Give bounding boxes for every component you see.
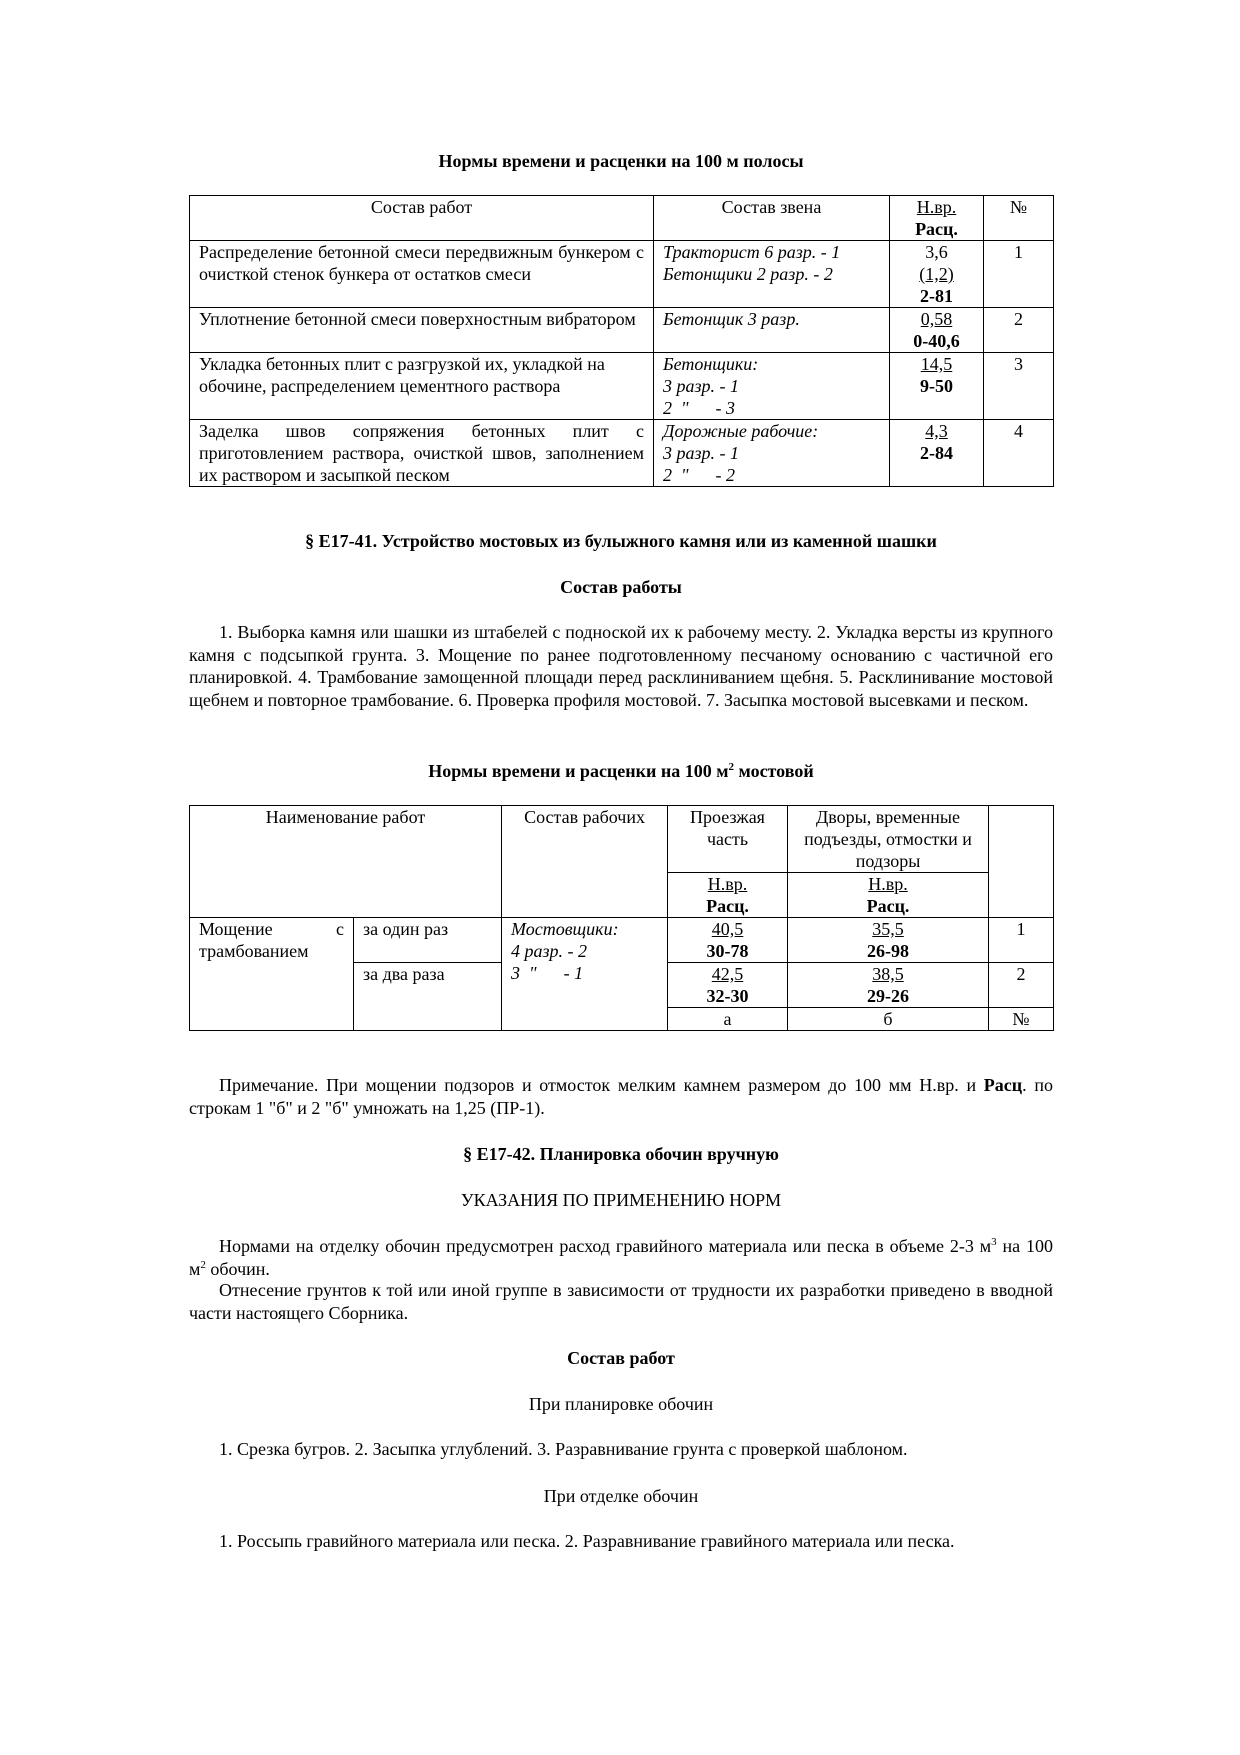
rate-value: 0-40,6: [913, 331, 960, 351]
footer-a: а: [668, 1008, 788, 1031]
p1-text: Нормами на отделку обочин предусмотрен расход гравийного материала или песка в объеме 2-3 м: [219, 1236, 992, 1256]
num-cell: 2: [984, 308, 1054, 353]
header-norm-rate: [890, 196, 984, 241]
rate-value: 2-84: [920, 443, 953, 463]
rate-value: 32-30: [706, 986, 749, 1006]
norm-rate-cell: [890, 241, 984, 308]
norm-value-alt: (1,2): [919, 264, 954, 284]
crew-line: Бетонщик 3 разр.: [663, 309, 800, 329]
sub2-text: 1. Россыпь гравийного материала или песка. 2. Разравнивание гравийного материала или песка.: [219, 1531, 955, 1551]
work-cell: Укладка бетонных плит с разгрузкой их, укладкой на обочине, распределением цементного раствора: [190, 353, 654, 420]
crew-line: 3 разр. - 1: [663, 443, 740, 463]
rate-value: 29-26: [867, 986, 910, 1006]
table-header-row: [190, 806, 1054, 873]
rate-value: 2-81: [920, 286, 953, 306]
section2-subtitle: Состав работы: [560, 577, 682, 597]
table-row: [190, 918, 1054, 963]
crew-line: 3 " - 1: [511, 963, 584, 983]
header-rate: Расц.: [915, 219, 958, 239]
num-cell: 1: [989, 918, 1054, 963]
table2-title-tail: мостовой: [734, 761, 814, 781]
crew-line: 2 " - 3: [663, 398, 736, 418]
sub1-title: При планировке обочин: [528, 1394, 714, 1414]
norm-rate-cell: [890, 308, 984, 353]
norm-value: 3,6: [925, 242, 948, 262]
norms-table-2: [189, 805, 1054, 1031]
section1-title: Нормы времени и расценки на 100 м полосы: [438, 151, 804, 171]
crew-line: 4 разр. - 2: [511, 941, 588, 961]
crew-line: Мостовщики:: [511, 919, 619, 939]
norms-table-1: [189, 195, 1054, 487]
crew-cell: [654, 420, 890, 487]
norm-value: 38,5: [872, 964, 904, 984]
works-title: Состав работ: [567, 1348, 675, 1368]
note-bold: Расц: [983, 1075, 1023, 1095]
num-cell: 4: [984, 420, 1054, 487]
sub2-title: При отделке обочин: [543, 1486, 699, 1506]
header-road-norm-rate: [668, 873, 788, 918]
table-row: [190, 353, 1054, 420]
note-text: Примечание. При мощении подзоров и отмосток мелким камнем размером до 100 мм Н.вр. и: [219, 1075, 984, 1095]
header-crew: Состав рабочих: [502, 806, 668, 918]
crew-cell: [654, 308, 890, 353]
sub1-text: 1. Срезка бугров. 2. Засыпка углублений. 3. Разравнивание грунта с проверкой шаблоном.: [219, 1439, 908, 1459]
footer-b: б: [788, 1008, 989, 1031]
crew-line: Бетонщики 2 разр. - 2: [663, 264, 833, 284]
section2-title: § Е17-41. Устройство мостовых из булыжного камня или из каменной шашки: [305, 531, 937, 551]
crew-line: Дорожные рабочие:: [663, 421, 819, 441]
crew-line: Тракторист 6 разр. - 1: [663, 242, 841, 262]
yards-cell: [788, 918, 989, 963]
row-label-text: Мощение с трамбованием: [199, 919, 344, 961]
yards-cell: [788, 963, 989, 1008]
header-rate: Расц.: [866, 896, 910, 916]
rate-value: 30-78: [706, 941, 749, 961]
road-cell: [668, 918, 788, 963]
instructions-p1: [189, 1235, 1053, 1280]
norm-value: 40,5: [711, 919, 744, 939]
footer-num: №: [989, 1008, 1054, 1031]
rate-value: 26-98: [867, 941, 910, 961]
header-road: Проезжая часть: [668, 806, 788, 873]
num-cell: 3: [984, 353, 1054, 420]
header-norm: Н.вр.: [868, 874, 908, 894]
crew-line: 2 " - 2: [663, 465, 736, 485]
header-work: Состав работ: [190, 196, 654, 241]
instructions-p2: Отнесение грунтов к той или иной группе в зависимости от трудности их разработки приведено в вводной части настоящего Сборника.: [189, 1280, 1053, 1323]
row-label: [190, 918, 354, 1031]
instructions-title: УКАЗАНИЯ ПО ПРИМЕНЕНИЮ НОРМ: [460, 1190, 782, 1210]
norm-rate-cell: [890, 353, 984, 420]
section2-text: 1. Выборка камня или шашки из штабелей с подноской их к рабочему месту. 2. Укладка версты из крупного камня с подсыпкой грунта. 3. Мощение по ранее подготовленному песчаному основанию с частичной его планировкой. 4. Трамбование замощенной площади перед расклиниванием щебня. 5. Расклинивание мостовой щебнем и повторное трамбование. 6. Проверка профиля мостовой. 7. Засыпка мостовой высевками и песком.: [189, 622, 1053, 710]
num-cell: 2: [989, 963, 1054, 1008]
crew-line: Бетонщики:: [663, 354, 759, 374]
table-row: [190, 308, 1054, 353]
p1-sup: 3: [991, 1236, 997, 1248]
variant-cell: за один раз: [354, 918, 502, 963]
header-work: Наименование работ: [190, 806, 502, 918]
num-cell: 1: [984, 241, 1054, 308]
work-cell: Заделка швов сопряжения бетонных плит с приготовлением раствора, очисткой швов, заполнением их раствором и засыпкой песком: [190, 420, 654, 487]
crew-cell: [654, 353, 890, 420]
norm-value: 35,5: [872, 919, 904, 939]
norm-value: 4,3: [925, 421, 948, 441]
header-num: №: [984, 196, 1054, 241]
header-num-empty: [989, 806, 1054, 918]
p1-text: на 100 м: [189, 1236, 1053, 1279]
norm-value: 0,58: [920, 309, 953, 329]
table-header-row: [190, 196, 1054, 241]
table2-title-sup: 2: [728, 761, 735, 773]
work-cell: Уплотнение бетонной смеси поверхностным вибратором: [190, 308, 654, 353]
table-row: [190, 420, 1054, 487]
p1-text: обочин.: [205, 1258, 270, 1279]
header-yards: Дворы, временные подъезды, отмостки и подзоры: [788, 806, 989, 873]
header-crew: Состав звена: [654, 196, 890, 241]
table2-title: [189, 760, 1053, 782]
note-text-tail: . по строкам 1 "б" и 2 "б" умножать на 1,25 (ПР-1).: [189, 1075, 1053, 1118]
rate-value: 9-50: [920, 376, 953, 396]
header-rate: Расц.: [706, 896, 749, 916]
crew-cell: [654, 241, 890, 308]
section2-note: [189, 1074, 1053, 1119]
p1-sup: 2: [200, 1258, 206, 1271]
table-row: [190, 241, 1054, 308]
variant-cell: за два раза: [354, 963, 502, 1031]
work-cell: Распределение бетонной смеси передвижным бункером с очисткой стенок бункера от остатков смеси: [190, 241, 654, 308]
norm-value: 14,5: [920, 354, 953, 374]
norm-rate-cell: [890, 420, 984, 487]
header-norm: Н.вр.: [707, 874, 748, 894]
crew-cell: [502, 918, 668, 1031]
crew-line: 3 разр. - 1: [663, 376, 740, 396]
road-cell: [668, 963, 788, 1008]
norm-value: 42,5: [711, 964, 744, 984]
header-yards-norm-rate: [788, 873, 989, 918]
header-norm: Н.вр.: [916, 197, 957, 217]
table2-title-text: Нормы времени и расценки на 100 м: [428, 761, 729, 781]
section3-title: § Е17-42. Планировка обочин вручную: [463, 1144, 779, 1164]
